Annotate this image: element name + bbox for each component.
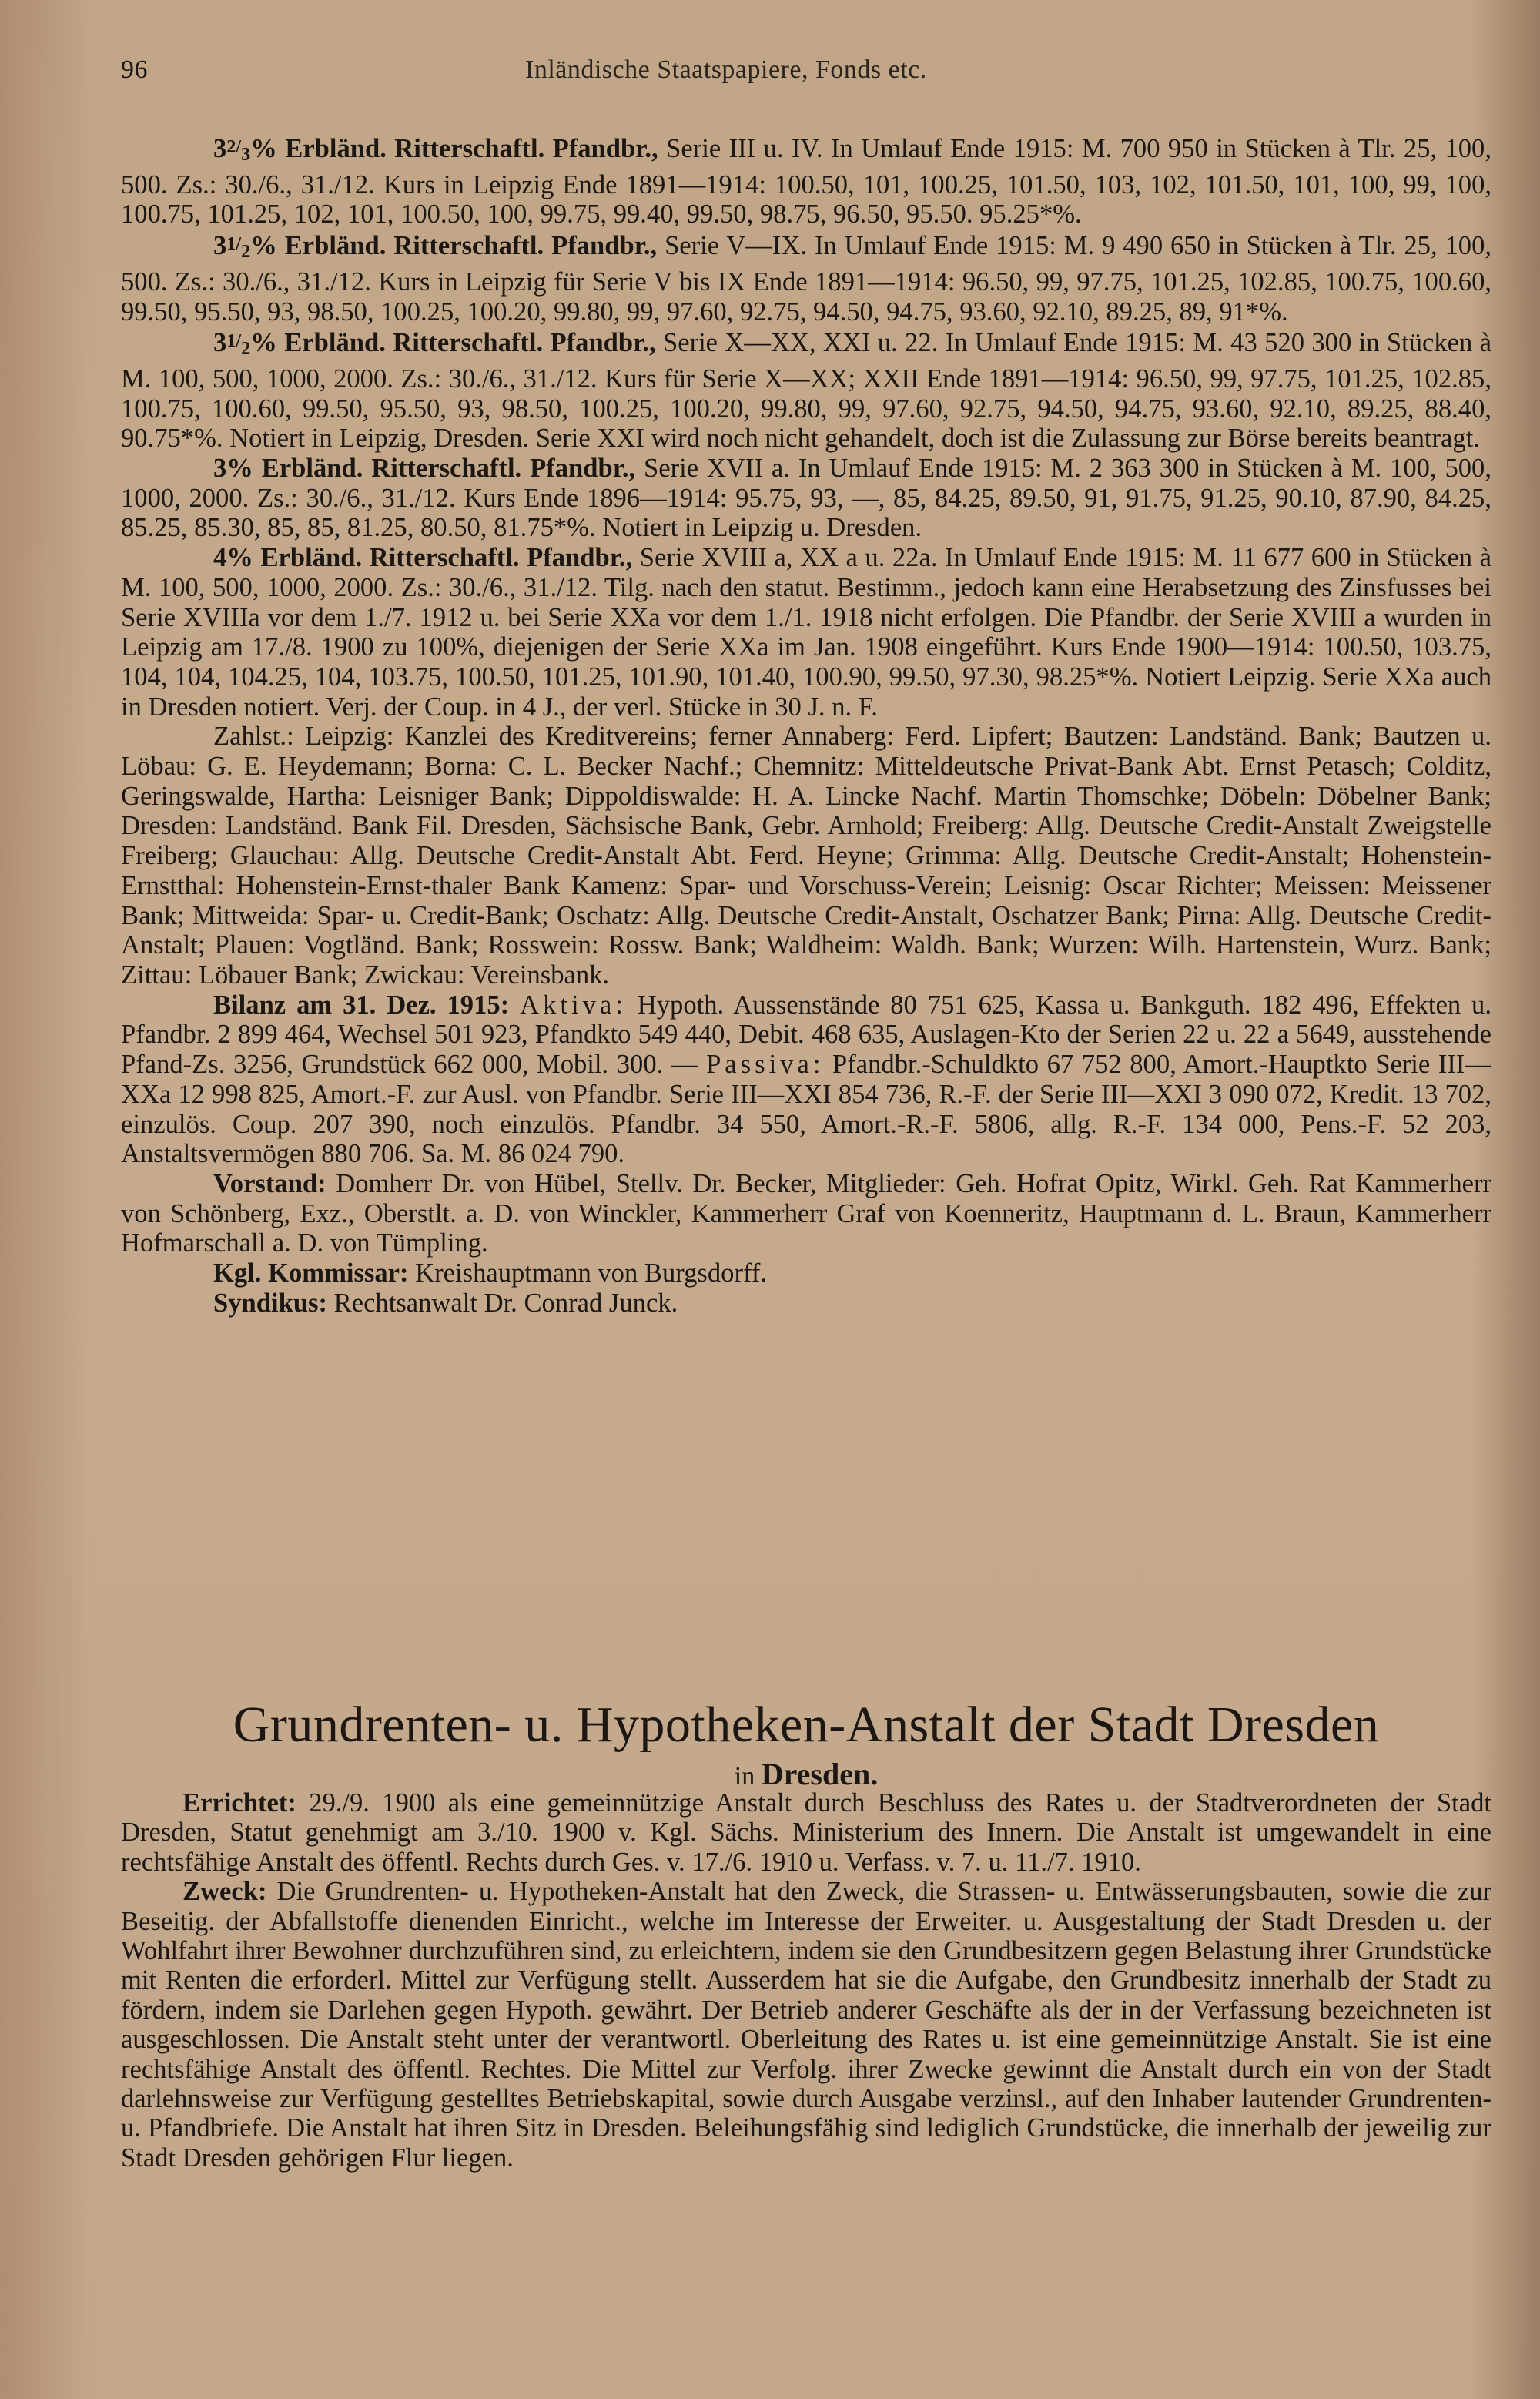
balance-sheet-label: Bilanz am 31. Dez. 1915: [213, 990, 510, 1020]
entry-text: Serie V—IX. In Umlauf Ende 1915: M. 9 490 650 in Stücken à Tlr. 25, 100, 500. Zs.: 30./6., 31./12. Kurs in Leipzig für Serie V bis IX Ende 1891—1914: 96.50, 99, 97.75, 101.25, 102.85, 100.75, 100.60, 99.50, 95.50, 93, 98.50, 100.25, 100.20, 99.80, 99, 97.60, 92.75, 94.50, 94.75, 93.60, 92.10, 89.25, 89, 91*%. [121, 231, 1491, 327]
entry-text: Serie III u. IV. In Umlauf Ende 1915: M. 700 950 in Stücken à Tlr. 25, 100, 500. Zs.: 30./6., 31./12. Kurs in Leipzig Ende 1891—1914: 100.50, 101, 100.25, 101.50, 103, 102, 101.50, 101, 100, 99, 100, 100.75, 101.25, 102, 101, 100.50, 100, 99.75, 99.40, 99.50, 98.75, 96.50, 95.50. 95.25*%. [121, 134, 1491, 230]
entry-paragraph [121, 132, 1491, 230]
page-number: 96 [121, 55, 148, 84]
entry-paragraph [121, 454, 1491, 543]
paying-agents-text: Leipzig: Kanzlei des Kreditvereins; ferner Annaberg: Ferd. Lipfert; Bautzen: Landständ. Bank; Bautzen u. Löbau: G. E. Heydemann; Borna: C. L. Becker Nachf.; Chemnitz: Mitteldeutsche Privat-Bank Abt. Ernst Petasch; Colditz, Geringswalde, Hartha: Leisniger Bank; Dippoldiswalde: H. A. Lincke Nachf. Martin Thomschke; Döbeln: Döbelner Bank; Dresden: Landständ. Bank Fil. Dresden, Sächsische Bank, Gebr. Arnhold; Freiberg: Allg. Deutsche Credit-Anstalt Zweigstelle Freiberg; Glauchau: Allg. Deutsche Credit-Anstalt Abt. Ferd. Heyne; Grimma: Allg. Deutsche Credit-Anstalt; Hohenstein-Ernstthal: Hohenstein-Ernst-thaler Bank Kamenz: Spar- und Vorschuss-Verein; Leisnig: Oscar Richter; Meissen: Meissener Bank; Mittweida: Spar- u. Credit-Bank; Oschatz: Allg. Deutsche Credit-Anstalt, Oschatzer Bank; Pirna: Allg. Deutsche Credit-Anstalt; Plauen: Vogtländ. Bank; Rosswein: Rossw. Bank; Waldheim: Waldh. Bank; Wurzen: Wilh. Hartenstein, Wurz. Bank; Zittau: Löbauer Bank; Zwickau: Vereinsbank. [121, 722, 1491, 990]
entry-rate: $31/_2\%$ [213, 231, 277, 263]
entry-rate: 4% [213, 543, 253, 573]
purpose-text: Die Grundrenten- u. Hypotheken-Anstalt hat den Zweck, die Strassen- u. Entwässerungsbauten, sowie die zur Beseitig. der Abfallstoffe dienenden Einricht., welche im Interesse der Erweiter. u. Ausgestaltung der Stadt Dresden u. der Wohlfahrt ihrer Bewohner durchzuführen sind, zu erleichtern, indem sie den Grundbesitzern gegen Belastung ihrer Grundstücke mit Renten die erforderl. Mittel zur Verfügung stellt. Ausserdem hat sie die Aufgabe, den Grundbesitz innerhalb der Stadt zu fördern, indem sie Darlehen gegen Hypoth. gewährt. Der Betrieb anderer Geschäfte als der in der Verfassung bezeichneten ist ausgeschlossen. Die Anstalt steht unter der verantwortl. Oberleitung des Rates u. ist eine gemeinnützige Anstalt. Sie ist eine rechtsfähige Anstalt des öffentl. Rechtes. Die Mittel zur Verfolg. ihrer Zwecke gewinnt die Anstalt durch ein von der Stadt darlehnsweise zur Verfügung gestelltes Betriebskapital, sowie durch Ausgabe verzinsl., auf den Inhaber lautender Grundrenten- u. Pfandbriefe. Die Anstalt hat ihren Sitz in Dresden. Beleihungsfähig sind lediglich Grundstücke, die innerhalb der jeweilig zur Stadt Dresden gehörigen Flur liegen. [121, 1877, 1491, 2173]
section-sub-city: Dresden. [761, 1757, 879, 1791]
established-label: Errichtet: [182, 1788, 296, 1818]
entry-title: Erbländ. Ritterschaftl. Pfandbr., [260, 543, 633, 573]
entry-rate: 3% [213, 454, 253, 484]
entry-paragraph [121, 543, 1491, 722]
running-header [121, 55, 1491, 94]
entry-title: Erbländ. Ritterschaftl. Pfandbr., [261, 454, 636, 484]
balance-sheet-paragraph [121, 990, 1491, 1169]
purpose-paragraph [121, 1877, 1491, 2173]
liabilities-text: Pfandbr.-Schuldkto 67 752 800, Amort.-Hauptkto Serie III—XXa 12 998 825, Amort.-F. zur Ausl. von Pfandbr. Serie III—XXI 854 736, R.-F. der Serie III—XXI 3 090 072, Kredit. 13 702, einzulös. Coup. 207 390, noch einzulös. Pfandbr. 34 550, Amort.-R.-F. 5806, allg. R.-F. 134 000, Pens.-F. 52 203, Anstaltsvermögen 880 706. Sa. M. 86 024 790. [121, 1050, 1491, 1169]
section-sub-prefix: in [734, 1762, 755, 1791]
entry-title: Erbländ. Ritterschaftl. Pfandbr., [284, 231, 658, 261]
commissioner-paragraph [121, 1258, 1491, 1288]
board-text: Domherr Dr. von Hübel, Stellv. Dr. Becker, Mitglieder: Geh. Hofrat Opitz, Wirkl. Geh. Rat Kammerherr von Schönberg, Exz., Oberstlt. a. D. von Winckler, Kammerherr Graf von Koenneritz, Hauptmann d. L. Braun, Kammerherr Hofmarschall a. D. von Tümpling. [121, 1168, 1491, 1258]
upper-section-body [121, 132, 1491, 1318]
running-title: Inländische Staatspapiere, Fonds etc. [525, 55, 927, 84]
paying-agents-paragraph [121, 722, 1491, 990]
commissioner-text: Kreishauptmann von Burgsdorff. [408, 1258, 768, 1288]
assets-label: Aktiva: [520, 990, 627, 1020]
board-label: Vorstand: [213, 1168, 326, 1198]
lower-section-body [121, 1788, 1491, 2173]
legal-counsel-text: Rechtsanwalt Dr. Conrad Junck. [327, 1288, 678, 1318]
liabilities-label: Passiva: [706, 1050, 825, 1080]
entry-text: Serie X—XX, XXI u. 22. In Umlauf Ende 1915: M. 43 520 300 in Stücken à M. 100, 500, 1000, 2000. Zs.: 30./6., 31./12. Kurs für Serie X—XX; XXII Ende 1891—1914: 96.50, 99, 97.75, 101.25, 102.85, 100.75, 100.60, 99.50, 95.50, 93, 98.50, 100.25, 100.20, 99.80, 99, 97.60, 92.75, 94.50, 94.75, 93.60, 92.10, 89.25, 88.40, 90.75*%. Notiert in Leipzig, Dresden. Serie XXI wird noch nicht gehandelt, doch ist die Zulassung zur Börse bereits beantragt. [121, 328, 1492, 454]
legal-counsel-label: Syndikus: [213, 1288, 328, 1318]
assets-text: Hypoth. Aussenstände 80 751 625, Kassa u. Bankguth. 182 496, Effekten u. Pfandbr. 2 899 464, Wechsel 501 923, Pfandkto 549 440, Debit. 468 635, Auslagen-Kto der Serien 22 u. 22 a 5649, ausstehende Pfand-Zs. 3256, Grundstück 662 000, Mobil. 300. — [121, 990, 1491, 1080]
entry-text: Serie XVII a. In Umlauf Ende 1915: M. 2 363 300 in Stücken à M. 100, 500, 1000, 2000. Zs.: 30./6., 31./12. Kurs Ende 1896—1914: 95.75, 93, —, 85, 84.25, 89.50, 91, 91.75, 91.25, 90.10, 87.90, 84.25, 85.25, 85.30, 85, 85, 81.25, 80.50, 81.75*%. Notiert in Leipzig u. Dresden. [121, 454, 1491, 543]
entry-text: Serie XVIII a, XX a u. 22a. In Umlauf Ende 1915: M. 11 677 600 in Stücken à M. 100, 500, 1000, 2000. Zs.: 30./6., 31./12. Tilg. nach den statut. Bestimm., jedoch kann eine Herabsetzung des Zinsfusses bei Serie XVIIIa vor dem 1./7. 1912 u. bei Serie XXa vor dem 1./1. 1918 nicht erfolgen. Die Pfandbr. der Serie XVIII a wurden in Leipzig am 17./8. 1900 zu 100%, diejenigen der Serie XXa im Jan. 1908 eingeführt. Kurs Ende 1900—1914: 100.50, 103.75, 104, 104, 104.25, 104, 103.75, 100.50, 101.25, 101.90, 101.40, 100.90, 99.50, 97.30, 98.25*%. Notiert Leipzig. Serie XXa auch in Dresden notiert. Verj. der Coup. in 4 J., der verl. Stücke in 30 J. n. F. [121, 543, 1491, 722]
section-subheading [121, 1756, 1491, 1792]
entry-paragraph [121, 327, 1491, 454]
board-paragraph [121, 1169, 1491, 1258]
entry-title: Erbländ. Ritterschaftl. Pfandbr., [284, 328, 656, 358]
section-heading: Grundrenten- u. Hypotheken-Anstalt der Stadt Dresden [233, 1697, 1380, 1753]
entry-rate: $32/_3\%$ [213, 134, 277, 165]
entry-rate: $31/_2\%$ [213, 328, 277, 360]
established-text: 29./9. 1900 als eine gemeinnützige Anstalt durch Beschluss des Rates u. der Stadtverordneten der Stadt Dresden, Statut genehmigt am 3./10. 1900 v. Kgl. Sächs. Ministerium des Innern. Die Anstalt ist umgewandelt in eine rechtsfähige Anstalt des öffentl. Rechts durch Ges. v. 17./6. 1910 u. Verfass. v. 7. u. 11./7. 1910. [121, 1788, 1491, 1877]
established-paragraph [121, 1788, 1491, 1877]
purpose-label: Zweck: [182, 1877, 267, 1907]
entry-title: Erbländ. Ritterschaftl. Pfandbr., [285, 134, 658, 163]
commissioner-label: Kgl. Kommissar: [213, 1258, 409, 1288]
entry-paragraph [121, 230, 1491, 327]
legal-counsel-paragraph [121, 1288, 1491, 1318]
paying-agents-label: Zahlst.: [213, 722, 294, 752]
